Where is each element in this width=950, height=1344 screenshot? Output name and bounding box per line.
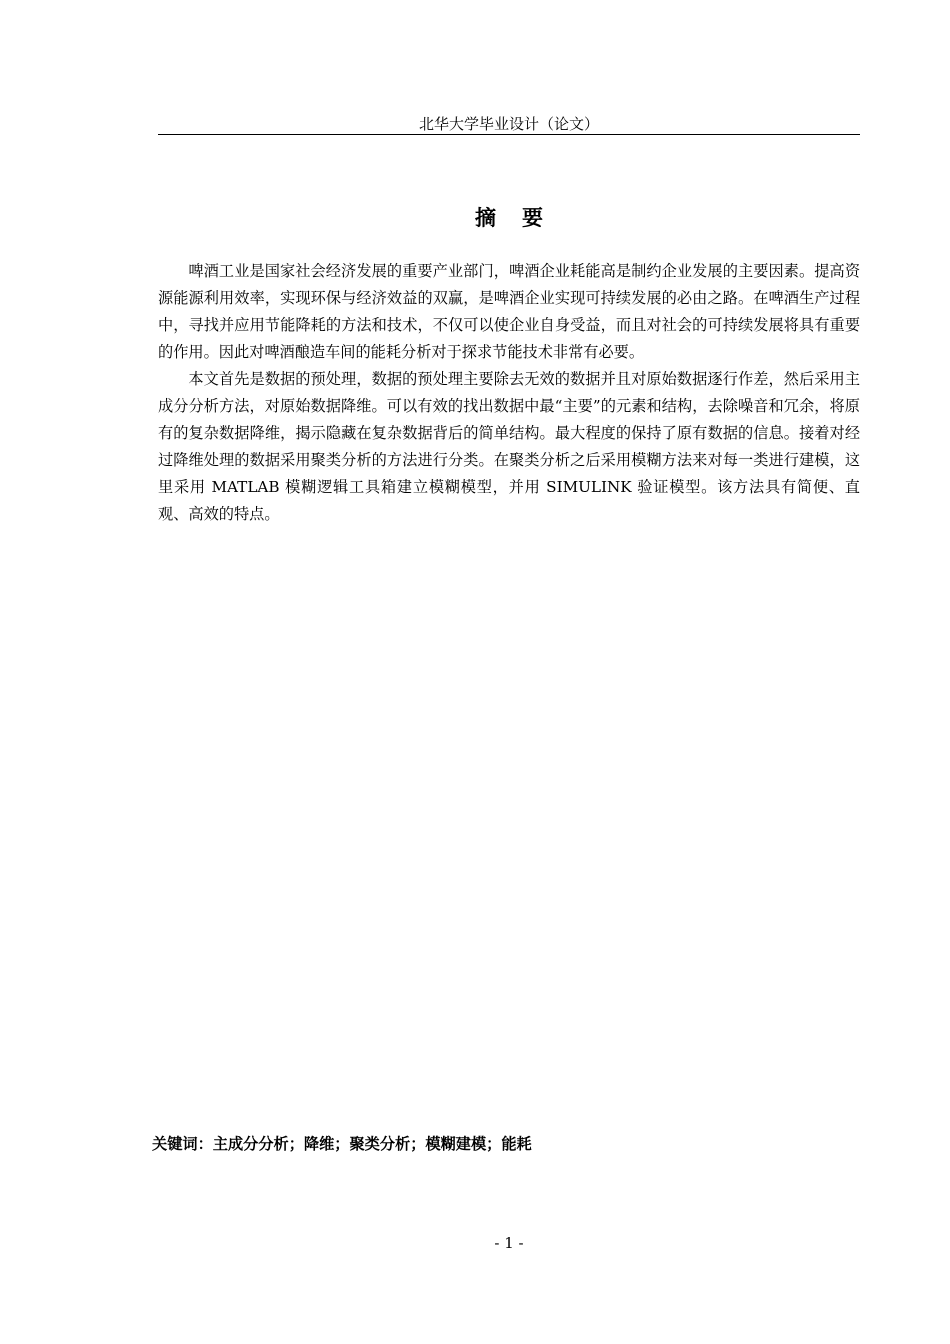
- keywords-line: 关键词：主成分分析；降维；聚类分析；模糊建模；能耗: [152, 1135, 532, 1153]
- page-number: - 1 -: [494, 1234, 524, 1252]
- header-rule: [158, 134, 860, 135]
- page-header: 北华大学毕业设计（论文）: [418, 115, 599, 133]
- abstract-title: 摘要: [475, 205, 569, 230]
- abstract-paragraph-2: 本文首先是数据的预处理，数据的预处理主要除去无效的数据并且对原始数据逐行作差，然后采用主成分分析方法，对原始数据降维。可以有效的找出数据中最“主要”的元素和结构，去除噪音和冗余，将原有的复杂数据降维，揭示隐藏在复杂数据背后的简单结构。最大程度的保持了原有数据的信息。接着对经过降维处理的数据采用聚类分析的方法进行分类。在聚类分析之后采用模糊方法来对每一类进行建模，这里采用 MATLAB 模糊逻辑工具箱建立模糊模型，并用 SIMULINK 验证模型。该方法具有简便、直观、高效的特点。: [158, 370, 860, 523]
- abstract-body: [158, 258, 860, 528]
- abstract-paragraph-1: 啤酒工业是国家社会经济发展的重要产业部门，啤酒企业耗能高是制约企业发展的主要因素。提高资源能源利用效率，实现环保与经济效益的双赢，是啤酒企业实现可持续发展的必由之路。在啤酒生产过程中，寻找并应用节能降耗的方法和技术，不仅可以使企业自身受益，而且对社会的可持续发展将具有重要的作用。因此对啤酒酿造车间的能耗分析对于探求节能技术非常有必要。: [158, 262, 860, 361]
